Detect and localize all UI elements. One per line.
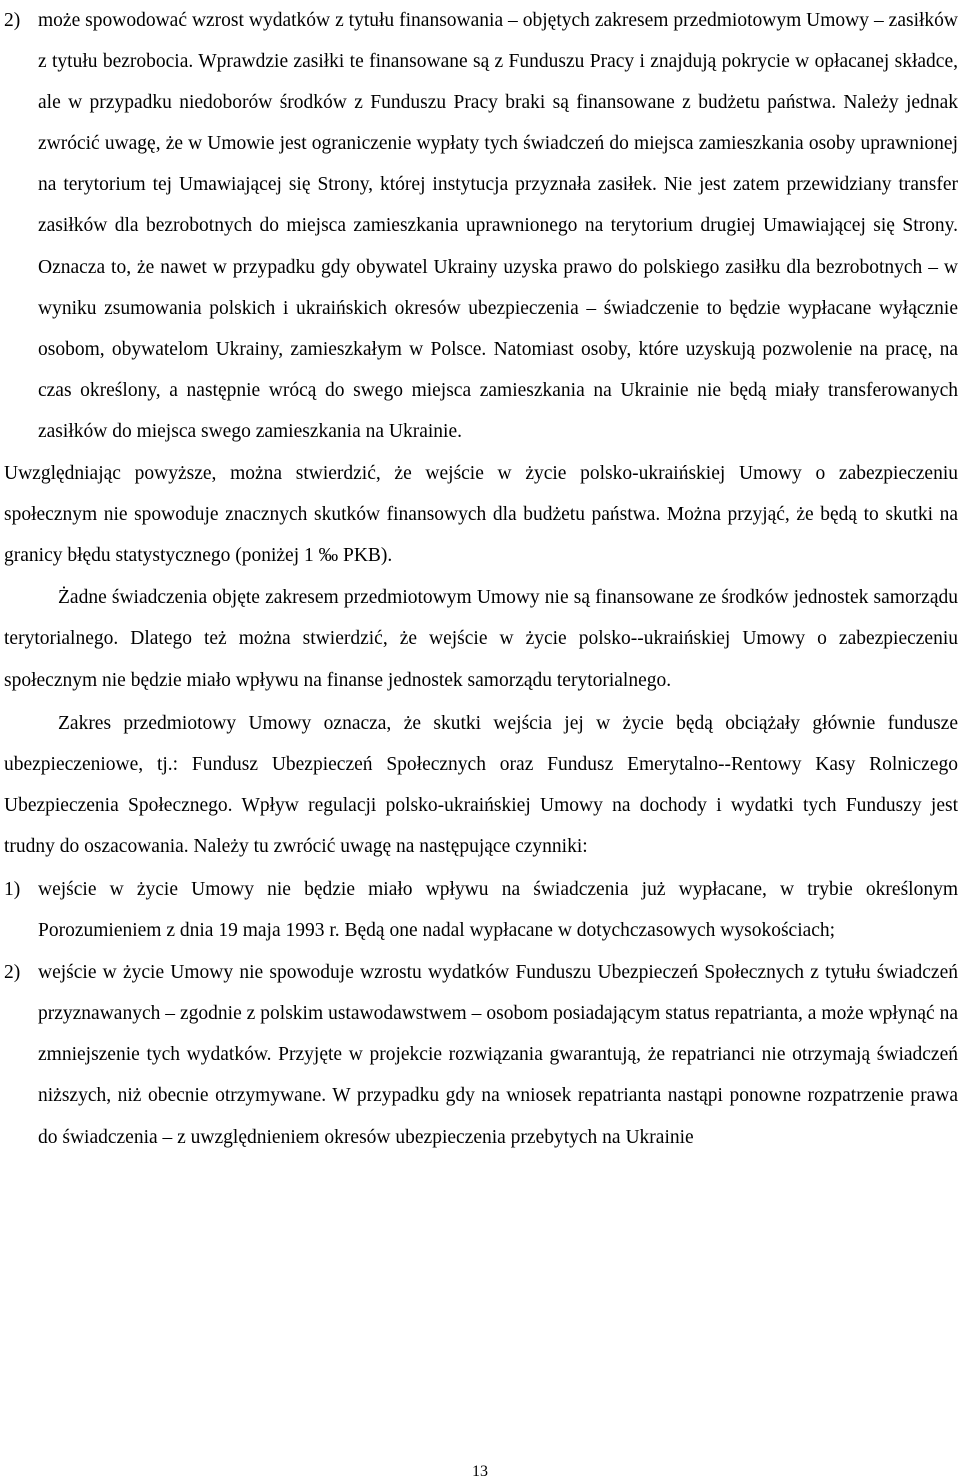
paragraph-local-government: Żadne świadczenia objęte zakresem przedmiotowym Umowy nie są finansowane ze środków jednostek samorządu terytorialnego. Dlatego też można stwierdzić, że wejście w życie polsko--ukraińskiej Umowy o zabezpieczeniu społecznym nie będzie miało wpływu na finanse jednostek samorządu terytorialnego. — [4, 587, 958, 691]
document-page — [4, 0, 958, 1158]
list-item-1 — [4, 869, 958, 951]
list-item-number: 2) — [4, 10, 21, 31]
list-item-2 — [4, 952, 958, 1157]
list-item-2-continued — [4, 0, 958, 452]
list-item-number: 2) — [4, 962, 21, 984]
page-number: 13 — [472, 1463, 488, 1480]
list-item-text: wejście w życie Umowy nie spowoduje wzrostu wydatków Funduszu Ubezpieczeń Społecznych z tytułu świadczeń przyznawanych – zgodnie z polskim ustawodawstwem – osobom posiadającym status repatrianta, a może wpłynąć na zmniejszenie tych wydatków. Przyjęte w projekcie rozwiązania gwarantują, że repatrianci nie otrzymają świadczeń niższych, niż obecnie otrzymywane. W przypadku gdy na wniosek repatrianta nastąpi ponowne rozpatrzenie prawa do świadczenia – z uwzględnieniem okresów ubezpieczenia przebytych na Ukrainie — [38, 962, 958, 1148]
list-item-text: może spowodować wzrost wydatków z tytułu finansowania – objętych zakresem przedmiotowym Umowy – zasiłków z tytułu bezrobocia. Wprawdzie zasiłki te finansowane są z Funduszu Pracy i znajdują pokrycie w opłacanej składce, ale w przypadku niedoborów środków z Funduszu Pracy braki są finansowane z budżetu państwa. Należy jednak zwrócić uwagę, że w Umowie jest ograniczenie wypłaty tych świadczeń do miejsca zamieszkania osoby uprawnionej na terytorium tej Umawiającej się Strony, której instytucja przyznała zasiłek. Nie jest zatem przewidziany transfer zasiłków dla bezrobotnych do miejsca zamieszkania uprawnionego na terytorium drugiej Umawiającej się Strony. Oznacza to, że nawet w przypadku gdy obywatel Ukrainy uzyska prawo do polskiego zasiłku dla bezrobotnych – w wyniku zsumowania polskich i ukraińskich okresów ubezpieczenia – świadczenie to będzie wypłacane wyłącznie osobom, obywatelom Ukrainy, zamieszkałym w Polsce. Natomiast osoby, które uzyskują pozwolenie na pracę, na czas określony, a następnie wrócą do swego miejsca zamieszkania na Ukrainie nie będą miały transferowanych zasiłków do miejsca swego zamieszkania na Ukrainie. — [38, 10, 958, 442]
paragraph-funds-scope: Zakres przedmiotowy Umowy oznacza, że skutki wejścia jej w życie będą obciążały głównie fundusze ubezpieczeniowe, tj.: Fundusz Ubezpieczeń Społecznych oraz Fundusz Emerytalno--Rentowy Kasy Rolniczego Ubezpieczenia Społecznego. Wpływ regulacji polsko-ukraińskiej Umowy na dochody i wydatki tych Funduszy jest trudny do oszacowania. Należy tu zwrócić uwagę na następujące czynniki: — [4, 712, 958, 857]
paragraph-budget-conclusion: Uwzględniając powyższe, można stwierdzić, że wejście w życie polsko-ukraińskiej Umowy o zabezpieczeniu społecznym nie spowoduje znacznych skutków finansowych dla budżetu państwa. Można przyjąć, że będą to skutki na granicy błędu statystycznego (poniżej 1 ‰ PKB). — [4, 463, 958, 567]
list-item-text: wejście w życie Umowy nie będzie miało wpływu na świadczenia już wypłacane, w trybie określonym Porozumieniem z dnia 19 maja 1993 r. Będą one nadal wypłacane w dotychczasowych wysokościach; — [38, 878, 958, 942]
list-item-number: 1) — [4, 878, 21, 900]
